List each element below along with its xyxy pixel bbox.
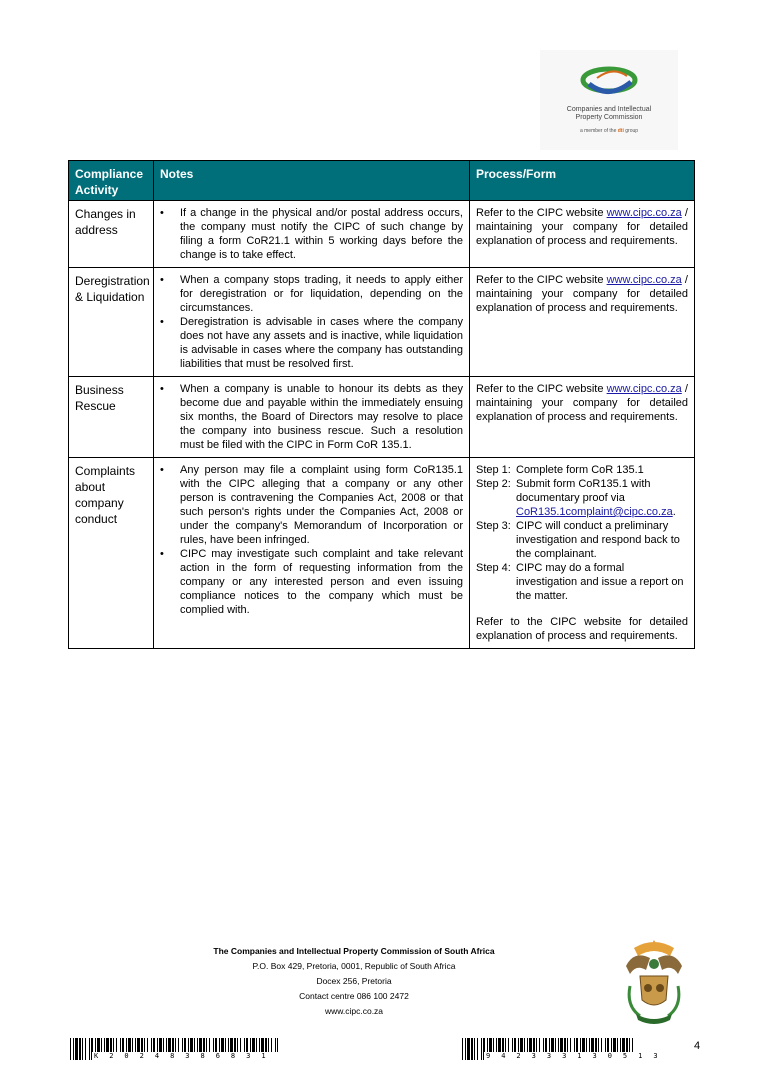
barcode-bar (85, 1038, 86, 1060)
page-footer (200, 944, 508, 1019)
page-number: 4 (694, 1040, 701, 1052)
process-cell (470, 268, 695, 377)
process-text: / maintaining your company for detailed explanation of process and requirements. (476, 383, 688, 423)
process-cell (470, 201, 695, 268)
process-text: Refer to the CIPC website (476, 207, 607, 219)
cipc-website-link[interactable]: www.cipc.co.za (606, 274, 682, 286)
logo-member-suffix: group (625, 128, 639, 134)
step-text: CIPC will conduct a preliminary investigation and respond back to the complainant. (516, 520, 680, 560)
footer-address: P.O. Box 429, Pretoria, 0001, Republic of South Africa (252, 961, 456, 971)
activity-cell: Changes in address (69, 201, 154, 268)
logo-name (540, 106, 678, 122)
step-text: Submit form CoR135.1 with documentary proof via (516, 478, 651, 504)
cipc-website-link[interactable]: www.cipc.co.za (606, 207, 682, 219)
notes-cell (154, 458, 470, 649)
logo-name-line1: Companies and Intellectual (566, 106, 652, 113)
logo-name-line2: Property Commission (575, 114, 643, 121)
process-footer-text: Refer to the CIPC website for detailed explanation of process and requirements. (476, 616, 688, 642)
barcode-bar (75, 1038, 78, 1060)
process-cell (470, 377, 695, 458)
barcode-bar (477, 1038, 478, 1060)
note-item: • Any person may file a complaint using form CoR135.1 with the CIPC alleging that a company or any other person is contravening the Companies Act, 2008 or that such person's rights under the Companies Act, 2008 or under the company's Memorandum of Incorporation or rules, have been infringed. (160, 463, 463, 547)
barcode-bar (467, 1038, 470, 1060)
step-label: Step 4: (476, 562, 511, 574)
step-label: Step 1: (476, 464, 511, 476)
step-item (476, 519, 688, 561)
barcode-bar (462, 1038, 463, 1060)
logo-member-line (540, 128, 678, 134)
barcode-bar (481, 1038, 482, 1060)
barcode-bar (73, 1038, 74, 1060)
note-item: • When a company is unable to honour its debts as they become due and payable within the immediately ensuing six months, the Board of Directors may resolve to place the company into business rescue. Such a resolution must be filed with the CIPC in Form CoR 135.1. (160, 382, 463, 452)
activity-cell: Complaints about company conduct (69, 458, 154, 649)
process-text: Refer to the CIPC website (476, 383, 607, 395)
footer-contact: Contact centre 086 100 2472 (299, 991, 409, 1001)
table-row (69, 201, 695, 268)
south-africa-coat-of-arms-icon (620, 936, 688, 1026)
footer-website: www.cipc.co.za (324, 1006, 384, 1016)
cipc-logo (540, 50, 678, 150)
cipc-website-link[interactable]: www.cipc.co.za (606, 383, 682, 395)
footer-docex: Docex 256, Pretoria (316, 976, 392, 986)
header-process-form: Process/Form (470, 161, 695, 201)
barcode-bar (471, 1038, 473, 1060)
step-item (476, 477, 688, 519)
note-item: • If a change in the physical and/or postal address occurs, the company must notify the CIPC of such change by filing a form CoR21.1 within 5 working days before the change is to take effect. (160, 206, 463, 262)
barcode-right-digits: 942333130513 (486, 1052, 669, 1060)
step-item (476, 561, 688, 603)
logo-member-prefix: a member of the (579, 128, 617, 134)
notes-cell (154, 201, 470, 268)
note-item: • CIPC may investigate such complaint and take relevant action in the form of requesting information from the company or any interested person and even issuing compliance notices to the company which must be complied with. (160, 547, 463, 617)
step-label: Step 3: (476, 520, 511, 532)
table-row (69, 377, 695, 458)
process-text: / maintaining your company for detailed explanation of process and requirements. (476, 274, 688, 314)
header-compliance-activity: Compliance Activity (69, 161, 154, 201)
barcode-bar (465, 1038, 466, 1060)
table-header-row (69, 161, 695, 201)
step-text-end: . (672, 506, 676, 518)
note-item: • When a company stops trading, it needs to apply either for deregistration or for liquidation, depending on the circumstances. (160, 273, 463, 315)
process-text: Refer to the CIPC website (476, 274, 607, 286)
barcode-bar (82, 1038, 83, 1060)
process-text: / maintaining your company for detailed explanation of process and requirements. (476, 207, 688, 247)
barcode-bar (89, 1038, 90, 1060)
barcode-bar (79, 1038, 81, 1060)
step-text: CIPC may do a formal investigation and issue a report on the matter. (516, 562, 684, 602)
activity-cell: Business Rescue (69, 377, 154, 458)
step-item (476, 463, 688, 477)
compliance-table (68, 160, 695, 649)
steps-list (476, 463, 688, 603)
notes-cell (154, 377, 470, 458)
cipc-swirl-logo-icon (577, 64, 641, 102)
barcode-bar (474, 1038, 475, 1060)
step-text: Complete form CoR 135.1 (516, 464, 644, 476)
logo-member-brand: dti (617, 128, 624, 134)
process-cell (470, 458, 695, 649)
header-notes: Notes (154, 161, 470, 201)
activity-cell: Deregistration & Liquidation (69, 268, 154, 377)
complaint-email-link[interactable]: CoR135.1complaint@cipc.co.za (516, 506, 673, 518)
note-item: • Deregistration is advisable in cases where the company does not have any assets and is inactive, while liquidation is advisable in cases where the company has outstanding liabilities that must be resolved first. (160, 315, 463, 371)
step-label: Step 2: (476, 478, 511, 490)
barcode-right (462, 1038, 669, 1062)
notes-cell (154, 268, 470, 377)
barcode-left (70, 1038, 278, 1062)
table-row (69, 458, 695, 649)
footer-org: The Companies and Intellectual Property Commission of South Africa (213, 946, 495, 956)
barcode-bar (70, 1038, 71, 1060)
table-row (69, 268, 695, 377)
barcode-left-digits: K20248386831 (94, 1052, 277, 1060)
